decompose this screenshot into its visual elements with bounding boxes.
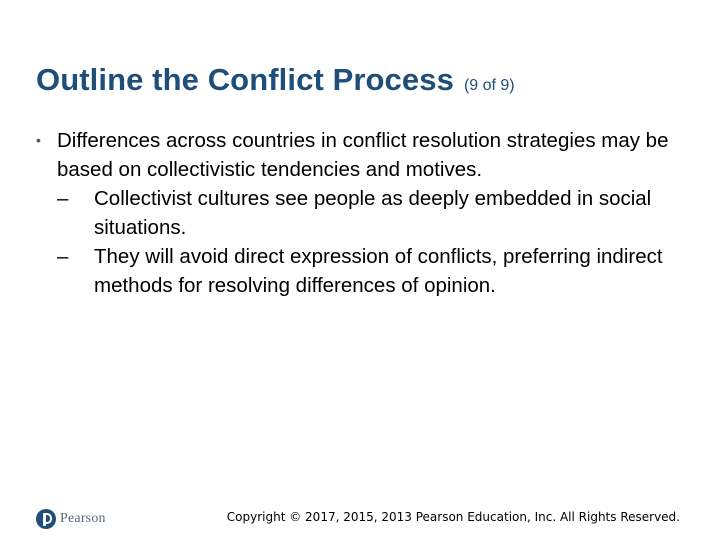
sub-bullet-text: Collectivist cultures see people as deeply embedded in social situations. [94,187,652,239]
sub-bullet-marker: – [57,187,69,210]
bullet-item [36,126,696,184]
pearson-logo-text: Pearson [60,511,106,526]
slide-content [36,126,696,300]
copyright-notice: Copyright © 2017, 2015, 2013 Pearson Education, Inc. All Rights Reserved. [226,510,680,524]
pearson-logo [36,507,106,531]
sub-bullet-text: They will avoid direct expression of conflicts, preferring indirect methods for resolving differences of opinion. [94,245,663,297]
slide-title [36,62,515,98]
slide-title-text: Outline the Conflict Process [36,62,454,97]
sub-bullet-marker: – [57,245,69,268]
pearson-logo-icon [36,509,56,529]
sub-bullet-list [36,184,696,300]
bullet-text: Differences across countries in conflict resolution strategies may be based on collectivistic tendencies and motives. [57,129,669,181]
slide-title-page-indicator: (9 of 9) [463,77,515,94]
bullet-marker: • [36,132,41,148]
sub-bullet-item [36,184,696,242]
sub-bullet-item [36,242,696,300]
